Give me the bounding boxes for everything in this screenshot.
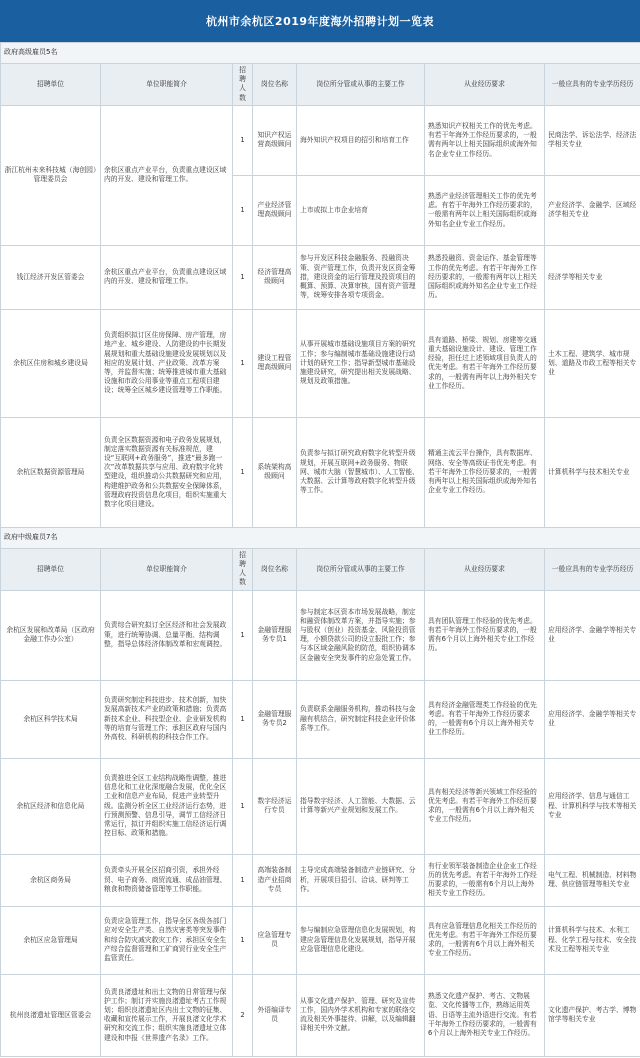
header-major: 一般应具有的专业学历经历	[545, 548, 640, 590]
post-cell: 外语编译专员	[253, 974, 297, 1056]
work-cell: 参与开发区科技金融服务、投融资决策、资产管理工作，负责开发区资金筹措，建设资金的运行管理及投资项目的概算、预算、决算审核，国有资产管理等，统筹安排各项专项资金。	[297, 245, 425, 309]
header-row	[1, 548, 640, 590]
major-cell: 电气工程、机械制造、材料物理、供应链管理等相关专业	[545, 854, 640, 906]
header-post: 岗位名称	[253, 64, 297, 106]
exp-cell: 精通主流云平台操作，具有数据库、网络、安全等高级证书优先考虑。有若干年海外工作经历要求的，一般需有两年以上相关国际组织或海外知名企业专业工作经历。	[425, 417, 545, 527]
num-cell: 1	[233, 906, 253, 974]
num-cell: 1	[233, 680, 253, 758]
header-duty: 单位职能简介	[101, 548, 233, 590]
major-cell: 应用经济学、金融学等相关专业	[545, 590, 640, 680]
num-cell: 1	[233, 309, 253, 417]
page-title: 杭州市余杭区2019年度海外招聘计划一览表	[0, 0, 640, 42]
num-cell: 1	[233, 590, 253, 680]
duty-cell: 负责良渚遗址和出土文物的日常管理与保护工作；制订并实施良渚遗址考古工作规划；组织良渚遗址区内出土文物的征集、收藏和宣传展示工作，开展良渚文化学术研究和交流工作；组织实施良渚遗址立体建设和申报《世界遗产名录》工作。	[101, 974, 233, 1056]
post-cell: 数字经济运行专员	[253, 758, 297, 854]
table-row	[1, 680, 640, 758]
recruitment-table	[0, 42, 640, 1057]
work-cell: 从事开展城市基础设施项目方案的研究工作；参与编制城市基础设施建设行动计划的研究工作；指导新型城市基础设施建设研究，研究提出相关发展战略、规划及政策措施。	[297, 309, 425, 417]
section-row	[1, 43, 640, 64]
duty-cell: 负责牵头开展全区招商引资，承担外经贸、电子商务、商贸流通、成品油管理、粮食和物资储备管理等工作职能。	[101, 854, 233, 906]
work-cell: 主导完成高端装备制造产业链研究、分析，开展项目招引、洽谈、研判等工作。	[297, 854, 425, 906]
table-row	[1, 105, 640, 175]
header-num: 招聘人数	[233, 548, 253, 590]
exp-cell: 具有相关经济等新兴领域工作经验的优先考虑。有若干年海外工作经历要求的，一般需有6个月以上海外相关专业工作经历。	[425, 758, 545, 854]
table-row	[1, 854, 640, 906]
major-cell: 计算机科学与技术相关专业	[545, 417, 640, 527]
post-cell: 高端装备制造产业招商专员	[253, 854, 297, 906]
post-cell: 经济管理高级顾问	[253, 245, 297, 309]
post-cell: 产业经济管理高级顾问	[253, 175, 297, 245]
work-cell: 上市或拟上市企业培育	[297, 175, 425, 245]
major-cell: 文化遗产保护、考古学、博物馆学等相关专业	[545, 974, 640, 1056]
exp-cell: 具有道路、桥梁、规划、房建等交通重大基础设施设计、建设、管理工作经验，担任过上述领域项目负责人的优先考虑。有若干年海外工作经历要求的，一般需有两年以上海外相关专业工作经历。	[425, 309, 545, 417]
section-row	[1, 527, 640, 548]
header-work: 岗位所分管或从事的主要工作	[297, 548, 425, 590]
duty-cell: 余杭区重点产业平台，负责重点建设区域内的开发、建设和管理工作。	[101, 105, 233, 245]
unit-cell: 余杭区经济和信息化局	[1, 758, 101, 854]
num-cell: 1	[233, 175, 253, 245]
major-cell: 产业经济学、金融学、区域经济学相关专业	[545, 175, 640, 245]
unit-cell: 钱江经济开发区管委会	[1, 245, 101, 309]
num-cell: 2	[233, 974, 253, 1056]
unit-cell: 余杭区科学技术局	[1, 680, 101, 758]
duty-cell: 负责推进全区工业结构战略性调整，推进信息化和工业化深度融合发展，优化全区工业和信息产业布局，促进产业转型升级。监测分析全区工业经济运行态势，进行预测预警、信息引导，调节工信经济日常运行，拟订并组织实施工信经济运行调控目标、政策和措施。	[101, 758, 233, 854]
section-label: 政府高级雇员5名	[1, 43, 640, 64]
header-major: 一般应具有的专业学历经历	[545, 64, 640, 106]
post-cell: 应急管理专员	[253, 906, 297, 974]
major-cell: 应用经济学、信息与通信工程、计算机科学与技术等相关专业	[545, 758, 640, 854]
work-cell: 海外知识产权项目的招引和培育工作	[297, 105, 425, 175]
unit-cell: 余杭区住房和城乡建设局	[1, 309, 101, 417]
duty-cell: 负责应急管理工作，指导全区各级各部门应对安全生产类、自然灾害类等突发事件和综合防灾减灾救灾工作；承担区安全生产综合监督管理和工矿商贸行业安全生产监管责任。	[101, 906, 233, 974]
post-cell: 知识产权运营高级顾问	[253, 105, 297, 175]
unit-cell: 浙江杭州未来科技城（海创园）管理委员会	[1, 105, 101, 245]
duty-cell: 负责组织拟订区住房保障、房产管理，房地产业、城乡建设、人防建设的中长期发展规划和重大基础设施建设发展规划以及相应的发展计划、产业政策、改革方案等，并监督实施；统筹推进城市重大基础设施和市政公用事业等重点工程项目建设；统筹全区城乡建设管理等工作职能。	[101, 309, 233, 417]
header-unit: 招聘单位	[1, 548, 101, 590]
section-label: 政府中级雇员7名	[1, 527, 640, 548]
num-cell: 1	[233, 245, 253, 309]
header-exp: 从业经历要求	[425, 64, 545, 106]
unit-cell: 杭州良渚遗址管理区管委会	[1, 974, 101, 1056]
unit-cell: 余杭区发展和改革局（区政府金融工作办公室）	[1, 590, 101, 680]
major-cell: 计算机科学与技术、水利工程、化学工程与技术、安全技术及工程等相关专业	[545, 906, 640, 974]
exp-cell: 具有经济金融管理类工作经验的优先考虑。有若干年海外工作经历要求的，一般需有6个月以上海外相关专业工作经历。	[425, 680, 545, 758]
exp-cell: 熟悉投融资、资金运作、基金管理等工作的优先考虑。有若干年海外工作经历要求的，一般需有两年以上相关国际组织或海外知名企业专业工作经历。	[425, 245, 545, 309]
exp-cell: 熟悉知识产权相关工作的优先考虑。有若干年海外工作经历要求的，一般需有两年以上相关国际组织或海外知名企业专业工作经历。	[425, 105, 545, 175]
header-work: 岗位所分管或从事的主要工作	[297, 64, 425, 106]
num-cell: 1	[233, 854, 253, 906]
work-cell: 指导数字经济、人工智能、大数据、云计算等新兴产业规划和发展工作。	[297, 758, 425, 854]
major-cell: 经济学等相关专业	[545, 245, 640, 309]
table-row	[1, 758, 640, 854]
num-cell: 1	[233, 758, 253, 854]
header-exp: 从业经历要求	[425, 548, 545, 590]
duty-cell: 余杭区重点产业平台，负责重点建设区域内的开发、建设和管理工作。	[101, 245, 233, 309]
major-cell: 土木工程、建筑学、城市规划、道路及市政工程等相关专业	[545, 309, 640, 417]
header-num: 招聘人数	[233, 64, 253, 106]
work-cell: 负责参与拟订研究政府数字化转型升级规划，开展互联网+政务服务、物联网、城市大脑（智慧城市）、人工智能、大数据、云计算等政府数字化转型升级等工作。	[297, 417, 425, 527]
table-row	[1, 974, 640, 1056]
exp-cell: 熟悉产业经济管理相关工作的优先考虑。有若干年海外工作经历要求的，一般需有两年以上相关国际组织或海外知名企业专业工作经历。	[425, 175, 545, 245]
post-cell: 金融管理服务专员2	[253, 680, 297, 758]
exp-cell: 熟悉文化遗产保护、考古、文物展览、文化传播等工作，熟练运用英语、日语等主流外语进行交流。有若干年海外工作经历要求的，一般需有6个月以上海外相关专业工作经历。	[425, 974, 545, 1056]
table-row	[1, 590, 640, 680]
work-cell: 参与制定本区资本市场发展战略，制定和融资体制改革方案，并指导实施；参与股权（创业）投资基金、风险投资管理，小额贷款公司的设立报批工作；参与本区域金融风险的防范，组织协调本区金融安全突发事件的应急处置工作。	[297, 590, 425, 680]
unit-cell: 余杭区数据资源管理局	[1, 417, 101, 527]
exp-cell: 有行业领军装备制造企业企业工作经历的优先考虑。有若干年海外工作经历要求的，一般需有6个月以上海外相关专业工作经历。	[425, 854, 545, 906]
post-cell: 建设工程管理高级顾问	[253, 309, 297, 417]
header-row	[1, 64, 640, 106]
duty-cell: 负责研究制定科技进步、技术创新，加快发展高新技术产业的政策和措施；负责高新技术企业、科技型企业、企业研发机构等的培育与管理工作；承担区政府与国内外高校、科研机构的科技合作工作。	[101, 680, 233, 758]
post-cell: 系统架构高级顾问	[253, 417, 297, 527]
duty-cell: 负责全区数据资源和电子政务发展规划，制定落实数据资源有关标准规范，建设“互联网+政务服务”，推进“最多跑一次”改革数据共享与应用、政府数字化转型建设，组织推动公共数据研究和应用，构建维护政务和公共数据安全保障体系，管理政府投资信息化项目，组织实施重大数字化项目建设。	[101, 417, 233, 527]
major-cell: 应用经济学、金融学等相关专业	[545, 680, 640, 758]
work-cell: 负责联系金融服务机构，推动科技与金融有机结合，研究制定科技企业评价体系等工作。	[297, 680, 425, 758]
table-row	[1, 906, 640, 974]
header-duty: 单位职能简介	[101, 64, 233, 106]
unit-cell: 余杭区商务局	[1, 854, 101, 906]
exp-cell: 具有应急管理信息化相关工作经历的优先考虑。有若干年海外工作经历要求的，一般需有6个月以上海外相关专业工作经历。	[425, 906, 545, 974]
unit-cell: 余杭区应急管理局	[1, 906, 101, 974]
exp-cell: 具有团队管理工作经验的优先考虑。有若干年海外工作经历要求的，一般需有6个月以上海外相关专业工作经历。	[425, 590, 545, 680]
table-row	[1, 309, 640, 417]
post-cell: 金融管理服务专员1	[253, 590, 297, 680]
duty-cell: 负责综合研究拟订全区经济和社会发展政策，进行统筹协调、总量平衡、结构调整，指导总体经济体制改革和宏观调控。	[101, 590, 233, 680]
header-post: 岗位名称	[253, 548, 297, 590]
major-cell: 民商法学、诉讼法学、经济法学相关专业	[545, 105, 640, 175]
work-cell: 从事文化遗产保护、管理、研究及宣传工作，国内外学术机构和专家的联络交流及相关外事接待、讲解，以及编辑翻译相关中外文献。	[297, 974, 425, 1056]
num-cell: 1	[233, 417, 253, 527]
work-cell: 参与编制应急管理信息化发展规划，构建应急管理信息化发展规划，指导开展应急管理信息化建设。	[297, 906, 425, 974]
table-row	[1, 417, 640, 527]
header-unit: 招聘单位	[1, 64, 101, 106]
table-row	[1, 245, 640, 309]
num-cell: 1	[233, 105, 253, 175]
